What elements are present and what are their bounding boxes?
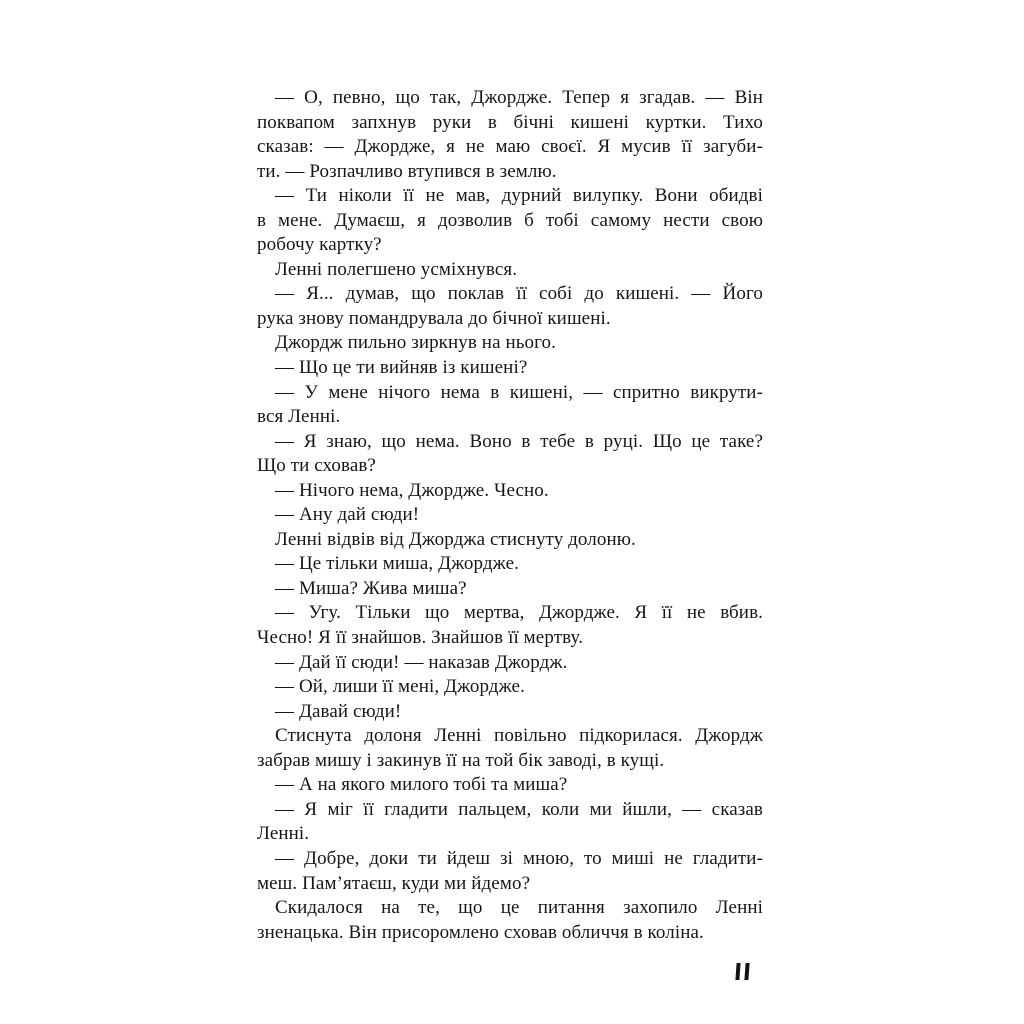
text-line: — Угу. Тільки що мертва, Джордже. Я її не вбив. [275,602,763,624]
page-number-digit [735,963,740,980]
text-line: рука знову помандрувала до бічної кишені. [257,307,611,329]
text-line: — Я... думав, що поклав її собі до кишені. — Його [275,283,763,305]
text-line: — А на якого милого тобі та миша? [275,774,568,796]
text-line: — Ой, лиши її мені, Джордже. [275,676,525,698]
text-line: меш. Пам’ятаєш, куди ми йдемо? [257,872,531,894]
text-line: робочу картку? [257,234,382,256]
text-line: — О, певно, що так, Джордже. Тепер я згадав. — Він [275,87,763,108]
text-line: — Що це ти вийняв із кишені? [275,357,528,379]
text-line: — Я міг її гладити пальцем, коли ми йшли, — сказав [275,798,763,820]
text-line: — Давай сюди! [275,700,402,722]
text-line: Ленні полегшено усміхнувся. [275,258,518,280]
page-number-digit [744,963,749,980]
page-text [257,86,763,945]
text-line: Ленні відвів від Джорджа стиснуту долоню. [275,528,636,550]
text-line: в мене. Думаєш, я дозволив б тобі самому нести свою [257,209,763,231]
text-line: Ленні. [257,823,310,845]
text-line: — Добре, доки ти йдеш зі мною, то миші не гладити- [275,847,763,869]
text-line: сказав: — Джордже, я не маю своєї. Я мусив її загуби- [257,136,763,158]
text-line: — Ану дай сюди! [275,504,420,526]
text-line: вся Ленні. [257,406,341,428]
text-line: ти. — Розпачливо втупився в землю. [257,160,557,182]
text-line: Стиснута долоня Ленні повільно підкорилася. Джордж [275,725,763,747]
text-line: поквапом запхнув руки в бічні кишені куртки. Тихо [257,111,763,133]
text-line: — Дай її сюди! — наказав Джордж. [275,651,568,673]
text-line: — Миша? Жива миша? [275,577,467,599]
text-line: — Це тільки миша, Джордже. [275,553,519,575]
text-line: — Я знаю, що нема. Воно в тебе в руці. Що це таке? [275,430,763,452]
text-line: — У мене нічого нема в кишені, — спритно викрути- [275,381,763,403]
text-line: Що ти сховав? [257,455,376,477]
text-line: Скидалося на те, що це питання захопило Ленні [275,897,763,919]
text-line: — Ти ніколи її не мав, дурний вилупку. Вони обидві [275,185,763,207]
page-number [736,963,749,980]
text-line: — Нічого нема, Джордже. Чесно. [275,479,549,501]
text-line: Джордж пильно зиркнув на нього. [275,332,556,354]
text-line: забрав мишу і закинув її на той бік заводі, в кущі. [257,749,665,771]
text-line: зненацька. Він присоромлено сховав обличчя в коліна. [257,921,704,943]
text-line: Чесно! Я її знайшов. Знайшов її мертву. [257,627,584,649]
